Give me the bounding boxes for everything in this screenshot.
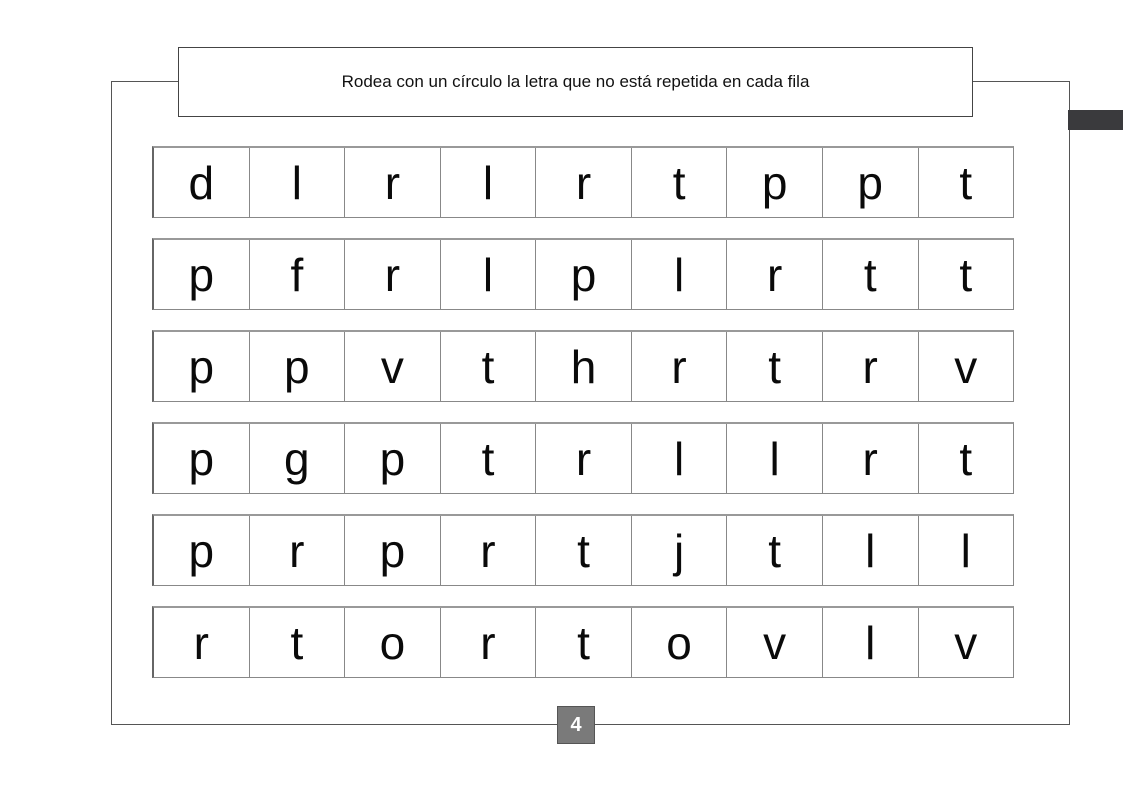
letter-row-2: [152, 238, 1014, 310]
letter-cell[interactable]: r: [345, 240, 441, 309]
letter-cell[interactable]: r: [823, 332, 919, 401]
instruction-box: [178, 47, 973, 117]
letter-cell[interactable]: t: [823, 240, 919, 309]
letter-cell[interactable]: t: [727, 516, 823, 585]
letter-cell[interactable]: r: [536, 148, 632, 217]
letter-cell[interactable]: l: [250, 148, 346, 217]
letter-cell[interactable]: l: [960, 524, 971, 577]
letter-cell[interactable]: f: [250, 240, 346, 309]
letter-cell[interactable]: l: [823, 608, 919, 677]
letter-cell[interactable]: r: [154, 608, 250, 677]
letter-cell[interactable]: t: [536, 608, 632, 677]
letter-cell[interactable]: l: [727, 424, 823, 493]
letter-cell[interactable]: p: [154, 240, 250, 309]
letter-cell[interactable]: l: [632, 424, 728, 493]
letter-cell[interactable]: p: [345, 516, 441, 585]
letter-cell[interactable]: v: [954, 616, 978, 669]
letter-row-5: [152, 514, 1014, 586]
letter-cell[interactable]: v: [727, 608, 823, 677]
letter-cell[interactable]: v: [954, 340, 978, 393]
letter-cell[interactable]: h: [536, 332, 632, 401]
letter-cell[interactable]: l: [441, 240, 537, 309]
letter-cell[interactable]: t: [441, 424, 537, 493]
letter-cell[interactable]: p: [727, 148, 823, 217]
page-number: 4: [570, 713, 582, 736]
letter-cell[interactable]: d: [154, 148, 250, 217]
letter-cell[interactable]: t: [959, 432, 973, 485]
letter-row-1: [152, 146, 1014, 218]
letter-cell[interactable]: l: [632, 240, 728, 309]
letter-cell[interactable]: l: [823, 516, 919, 585]
letter-cell[interactable]: v: [345, 332, 441, 401]
letter-cell[interactable]: o: [632, 608, 728, 677]
letter-cell[interactable]: t: [250, 608, 346, 677]
letter-cell[interactable]: r: [441, 516, 537, 585]
letter-cell[interactable]: p: [345, 424, 441, 493]
letter-cell[interactable]: r: [536, 424, 632, 493]
letter-cell[interactable]: t: [959, 248, 973, 301]
instruction-text: Rodea con un círculo la letra que no está repetida en cada fila: [341, 72, 810, 91]
letter-cell[interactable]: g: [250, 424, 346, 493]
letter-row-3: [152, 330, 1014, 402]
letter-cell[interactable]: r: [823, 424, 919, 493]
letter-cell[interactable]: r: [345, 148, 441, 217]
side-tab-marker: [1068, 110, 1123, 130]
letter-cell[interactable]: r: [632, 332, 728, 401]
letter-cell[interactable]: t: [536, 516, 632, 585]
letter-cell[interactable]: p: [536, 240, 632, 309]
page-number-badge: [557, 706, 595, 744]
letter-cell[interactable]: t: [632, 148, 728, 217]
letter-cell[interactable]: p: [154, 332, 250, 401]
letter-cell[interactable]: r: [441, 608, 537, 677]
letter-grid: [152, 146, 1014, 678]
letter-cell[interactable]: p: [154, 424, 250, 493]
letter-row-6: [152, 606, 1014, 678]
letter-cell[interactable]: t: [727, 332, 823, 401]
letter-cell[interactable]: p: [154, 516, 250, 585]
letter-cell[interactable]: p: [250, 332, 346, 401]
letter-cell[interactable]: o: [345, 608, 441, 677]
letter-cell[interactable]: p: [823, 148, 919, 217]
letter-cell[interactable]: l: [441, 148, 537, 217]
letter-cell[interactable]: r: [250, 516, 346, 585]
letter-cell[interactable]: j: [632, 516, 728, 585]
letter-cell[interactable]: r: [727, 240, 823, 309]
letter-cell[interactable]: t: [441, 332, 537, 401]
letter-row-4: [152, 422, 1014, 494]
letter-cell[interactable]: t: [959, 156, 973, 209]
